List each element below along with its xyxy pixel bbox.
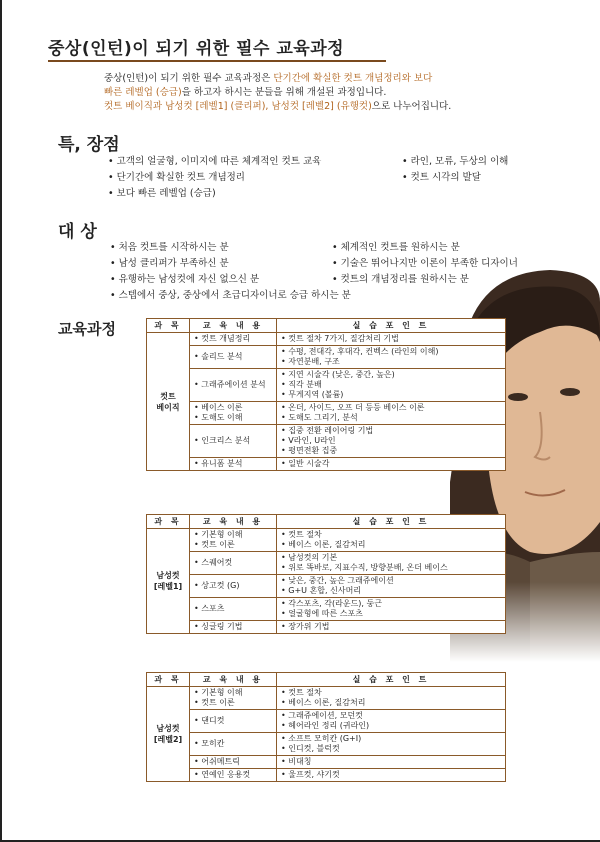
table-content-cell — [190, 346, 277, 369]
point-item: • 집중 전환 레이어링 기법 — [281, 426, 501, 436]
table-header-content: 교 육 내 용 — [190, 319, 277, 333]
title-underline — [48, 60, 386, 62]
target-item: • 남성 클리퍼가 부족하신 분 — [110, 256, 351, 272]
table-points-cell — [277, 346, 506, 369]
table-header-subject: 과 목 — [147, 515, 190, 529]
table-content-cell — [190, 529, 277, 552]
point-item: • 자연분배, 구조 — [281, 357, 501, 367]
table-points-cell — [277, 756, 506, 769]
table-row — [147, 621, 506, 634]
table-points-cell — [277, 769, 506, 782]
table-category: 남성컷 [레벨2] — [147, 687, 190, 782]
point-item: • 남성컷의 기본 — [281, 553, 501, 563]
table-points-cell — [277, 458, 506, 471]
point-item: • 도해도 그리기, 분석 — [281, 413, 501, 423]
table-content-cell — [190, 402, 277, 425]
target-item: • 체계적인 컷트를 원하시는 분 — [332, 240, 518, 256]
table-row — [147, 369, 506, 402]
intro-text: 중상(인턴)이 되기 위한 필수 교육과정은 — [104, 73, 274, 84]
table-row — [147, 687, 506, 710]
table-row — [147, 733, 506, 756]
table-row — [147, 458, 506, 471]
point-item: • 베이스 이론, 질감처리 — [281, 698, 501, 708]
target-item: • 스텝에서 중상, 중상에서 초급디자이너로 승급 하시는 분 — [110, 288, 351, 304]
table-points-cell — [277, 402, 506, 425]
feature-item: • 단기간에 확실한 컷트 개념정리 — [108, 170, 321, 186]
feature-item: • 컷트 시각의 발달 — [402, 170, 508, 186]
table-row — [147, 575, 506, 598]
point-item: • 울프컷, 샤기컷 — [281, 770, 501, 780]
content-item: • 모히칸 — [194, 739, 272, 749]
point-item: • 낮은, 중간, 높은 그래쥬에이션 — [281, 576, 501, 586]
table-header-content: 교 육 내 용 — [190, 673, 277, 687]
target-list-left — [110, 240, 351, 304]
intro-text: 을 하고자 하시는 분들을 위해 개설된 과정입니다. — [181, 87, 387, 98]
content-item: • 댄디컷 — [194, 716, 272, 726]
table-row — [147, 425, 506, 458]
point-item: • 직각 분배 — [281, 380, 501, 390]
table-content-cell — [190, 458, 277, 471]
table-row — [147, 552, 506, 575]
point-item: • 위로 똑바로, 지표수직, 방향분배, 온더 베이스 — [281, 563, 501, 573]
point-item: • 그래쥬에이션, 모던컷 — [281, 711, 501, 721]
feature-item: • 보다 빠른 레벨업 (승급) — [108, 186, 321, 202]
table-content-cell — [190, 756, 277, 769]
table-content-cell — [190, 687, 277, 710]
curriculum-table — [146, 318, 506, 471]
table-points-cell — [277, 733, 506, 756]
intro-highlight: 단기간에 확실한 컷트 개념정리와 보다 — [273, 73, 433, 84]
content-item: • 기본형 이해 — [194, 688, 272, 698]
table-row — [147, 756, 506, 769]
point-item: • V라인, U라인 — [281, 436, 501, 446]
point-item: • 소프트 모히칸 (G+I) — [281, 734, 501, 744]
point-item: • 베이스 이론, 질감처리 — [281, 540, 501, 550]
content-item: • 솔리드 분석 — [194, 352, 272, 362]
content-item: • 베이스 이론 — [194, 403, 272, 413]
feature-item: • 라인, 모류, 두상의 이해 — [402, 154, 508, 170]
table-category: 컷트 베이직 — [147, 333, 190, 471]
target-item: • 컷트의 개념정리를 원하시는 분 — [332, 272, 518, 288]
table-header-content: 교 육 내 용 — [190, 515, 277, 529]
point-item: • 각스포츠, 각(라운드), 둥근 — [281, 599, 501, 609]
table-content-cell — [190, 733, 277, 756]
table-points-cell — [277, 575, 506, 598]
content-item: • 도해도 이해 — [194, 413, 272, 423]
table-points-cell — [277, 369, 506, 402]
table-content-cell — [190, 769, 277, 782]
table-points-cell — [277, 425, 506, 458]
content-item: • 인크리스 분석 — [194, 436, 272, 446]
content-item: • 컷트 개념정리 — [194, 334, 272, 344]
table-row — [147, 402, 506, 425]
intro-highlight: 빠른 레벨업 (승급) — [104, 87, 182, 98]
content-item: • 컷트 이론 — [194, 540, 272, 550]
content-item: • 상고컷 (G) — [194, 581, 272, 591]
features-heading: 특, 장점 — [58, 135, 120, 155]
point-item: • 컷트 절차 — [281, 688, 501, 698]
table-content-cell — [190, 598, 277, 621]
point-item: • 지연 시술각 (낮은, 중간, 높은) — [281, 370, 501, 380]
features-list-left — [108, 154, 321, 202]
target-heading: 대 상 — [58, 222, 97, 242]
table-category: 남성컷 [레벨1] — [147, 529, 190, 634]
page-title: 중상(인턴)이 되기 위한 필수 교육과정 — [48, 39, 345, 59]
content-item: • 싱글링 기법 — [194, 622, 272, 632]
table-row — [147, 346, 506, 369]
target-list-right — [332, 240, 518, 288]
table-row — [147, 333, 506, 346]
intro-paragraph — [104, 72, 544, 114]
table-header-points: 실 습 포 인 트 — [277, 319, 506, 333]
content-item: • 스퀘어컷 — [194, 558, 272, 568]
table-content-cell — [190, 621, 277, 634]
point-item: • 비대칭 — [281, 757, 501, 767]
table-row — [147, 769, 506, 782]
point-item: • 컷트 절차 7가지, 질감처리 기법 — [281, 334, 501, 344]
content-item: • 어쉬메트릭 — [194, 757, 272, 767]
point-item: • 컷트 절차 — [281, 530, 501, 540]
table-header-subject: 과 목 — [147, 319, 190, 333]
features-list-right — [402, 154, 508, 186]
point-item: • 온더, 사이드, 오프 더 등등 베이스 이론 — [281, 403, 501, 413]
content-item: • 연예인 응용컷 — [194, 770, 272, 780]
point-item: • 인디컷, 블럭컷 — [281, 744, 501, 754]
table-content-cell — [190, 575, 277, 598]
table-points-cell — [277, 598, 506, 621]
content-item: • 유니폼 분석 — [194, 459, 272, 469]
curriculum-table — [146, 514, 506, 634]
table-content-cell — [190, 710, 277, 733]
table-points-cell — [277, 333, 506, 346]
table-points-cell — [277, 687, 506, 710]
point-item: • 무게지역 (볼륨) — [281, 390, 501, 400]
point-item: • 수평, 전대각, 후대각, 컨벡스 (라인의 이해) — [281, 347, 501, 357]
intro-highlight: 컷트 베이직과 남성컷 [레벨1] (클리퍼), 남성컷 [레벨2] (유행컷) — [104, 101, 372, 112]
point-item: • 평면전환 집중 — [281, 446, 501, 456]
content-item: • 컷트 이론 — [194, 698, 272, 708]
table-row — [147, 598, 506, 621]
table-points-cell — [277, 621, 506, 634]
point-item: • G+U 혼합, 신사머리 — [281, 586, 501, 596]
table-points-cell — [277, 710, 506, 733]
table-row — [147, 529, 506, 552]
table-content-cell — [190, 333, 277, 346]
content-item: • 그래쥬에이션 분석 — [194, 380, 272, 390]
table-content-cell — [190, 369, 277, 402]
curriculum-label: 교육과정 — [58, 320, 116, 338]
table-header-points: 실 습 포 인 트 — [277, 673, 506, 687]
content-item: • 스포츠 — [194, 604, 272, 614]
point-item: • 장가위 기법 — [281, 622, 501, 632]
target-item: • 유행하는 남성컷에 자신 없으신 분 — [110, 272, 351, 288]
target-item: • 기술은 뛰어나지만 이론이 부족한 디자이너 — [332, 256, 518, 272]
table-content-cell — [190, 425, 277, 458]
curriculum-table — [146, 672, 506, 782]
feature-item: • 고객의 얼굴형, 이미지에 따른 체계적인 컷트 교육 — [108, 154, 321, 170]
intro-text: 으로 나누어집니다. — [371, 101, 452, 112]
point-item: • 헤어라인 정리 (귀라인) — [281, 721, 501, 731]
table-row — [147, 710, 506, 733]
target-item: • 처음 컷트를 시작하시는 분 — [110, 240, 351, 256]
point-item: • 일반 시술각 — [281, 459, 501, 469]
table-header-points: 실 습 포 인 트 — [277, 515, 506, 529]
table-content-cell — [190, 552, 277, 575]
table-points-cell — [277, 552, 506, 575]
table-header-subject: 과 목 — [147, 673, 190, 687]
content-item: • 기본형 이해 — [194, 530, 272, 540]
point-item: • 얼굴형에 따른 스포츠 — [281, 609, 501, 619]
table-points-cell — [277, 529, 506, 552]
